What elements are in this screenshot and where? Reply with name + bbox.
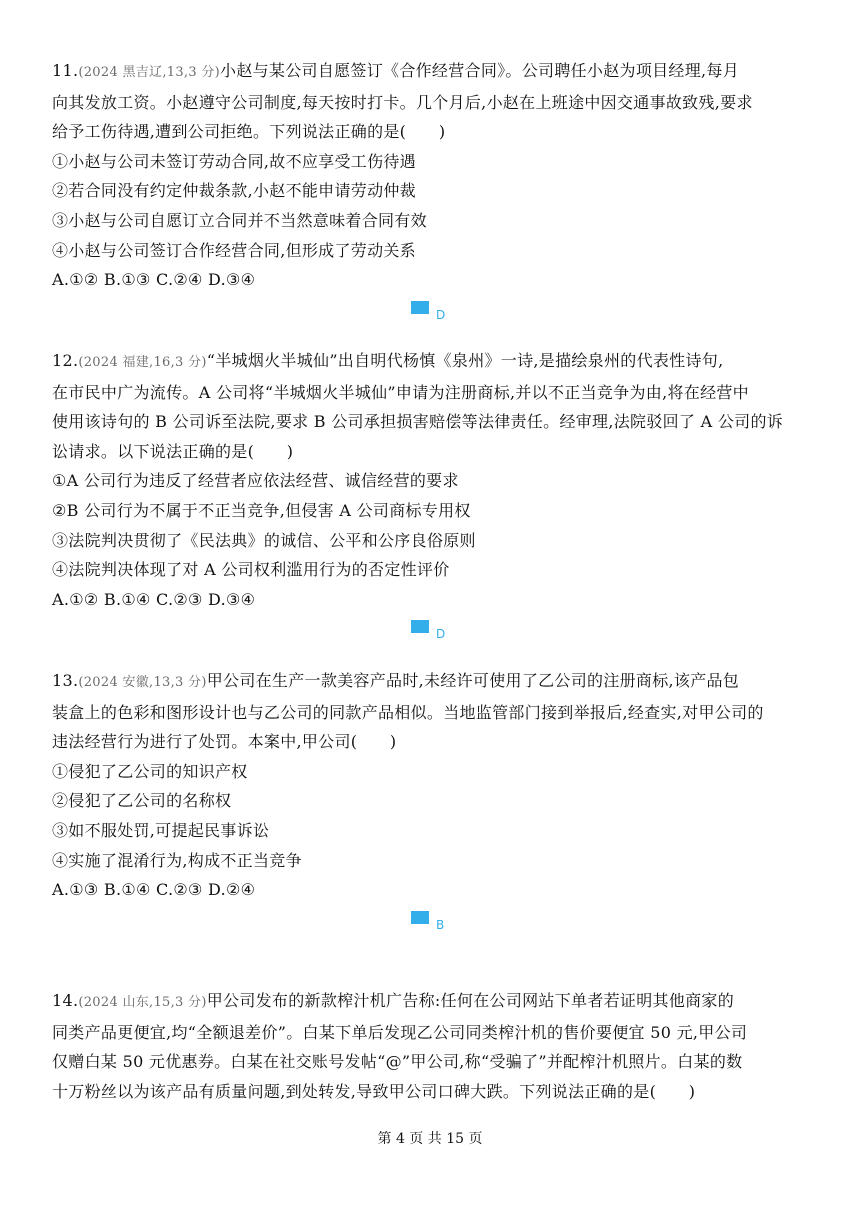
answer-box-icon [411, 301, 429, 314]
option-item: ④实施了混淆行为,构成不正当竞争 [52, 850, 302, 870]
question-stem-line: 给予工伤待遇,遭到公司拒绝。下列说法正确的是( ) [52, 122, 446, 142]
question-stem-line: 十万粉丝以为该产品有质量问题,到处转发,导致甲公司口碑大跌。下列说法正确的是( ) [52, 1081, 696, 1101]
answer-letter: D [436, 627, 446, 641]
option-item: ①小赵与公司未签订劳动合同,故不应享受工伤待遇 [52, 151, 416, 171]
question-number: 14. [52, 991, 79, 1010]
question-number: 12. [52, 351, 79, 370]
question-13 [52, 666, 810, 905]
source-tag: (2024 黑吉辽,13,3 分) [78, 65, 221, 80]
question-stem-line: 使用该诗句的 B 公司诉至法院,要求 B 公司承担损害赔偿等法律责任。经审理,法院驳回了 A 公司的诉 [52, 412, 784, 432]
option-item: ②若合同没有约定仲裁条款,小赵不能申请劳动仲裁 [52, 181, 416, 201]
answer-box-icon [411, 620, 429, 633]
answer-marker [411, 911, 451, 935]
answer-letter: B [436, 918, 445, 932]
option-item: ④法院判决体现了对 A 公司权利滥用行为的否定性评价 [52, 560, 450, 580]
answer-letter: D [436, 308, 446, 322]
question-stem-line: 13.(2024 安徽,13,3 分)甲公司在生产一款美容产品时,未经许可使用了乙公司的注册商标,该产品包 [52, 671, 740, 690]
option-item: ①侵犯了乙公司的知识产权 [52, 761, 248, 781]
option-item: ④小赵与公司签订合作经营合同,但形成了劳动关系 [52, 240, 416, 260]
source-tag: (2024 安徽,13,3 分) [78, 675, 207, 690]
question-stem-line: 在市民中广为流传。A 公司将“半城烟火半城仙”申请为注册商标,并以不正当竞争为由,将在经营中 [52, 382, 749, 402]
question-stem-line: 违法经营行为进行了处罚。本案中,甲公司( ) [52, 732, 397, 752]
question-stem-line: 讼请求。以下说法正确的是( ) [52, 441, 294, 461]
answer-marker [411, 301, 451, 325]
answer-choices: A.①② B.①③ C.②④ D.③④ [52, 270, 256, 290]
page-footer: 第 4 页 共 15 页 [377, 1131, 483, 1147]
answer-box-icon [411, 911, 429, 924]
source-tag: (2024 山东,15,3 分) [78, 995, 207, 1010]
answer-marker [411, 620, 451, 644]
source-tag: (2024 福建,16,3 分) [78, 355, 207, 370]
option-item: ③法院判决贯彻了《民法典》的诚信、公平和公序良俗原则 [52, 530, 476, 550]
option-item: ③如不服处罚,可提起民事诉讼 [52, 820, 270, 840]
question-number: 13. [52, 671, 79, 690]
answer-choices: A.①② B.①④ C.②③ D.③④ [52, 589, 256, 609]
option-item: ③小赵与公司自愿订立合同并不当然意味着合同有效 [52, 210, 427, 230]
question-stem-line: 装盒上的色彩和图形设计也与乙公司的同款产品相似。当地监管部门接到举报后,经查实,对甲公司的 [52, 702, 764, 722]
question-stem-line: 向其发放工资。小赵遵守公司制度,每天按时打卡。几个月后,小赵在上班途中因交通事故致残,要求 [52, 92, 753, 112]
option-item: ②B 公司行为不属于不正当竞争,但侵害 A 公司商标专用权 [52, 500, 471, 520]
option-item: ①A 公司行为违反了经营者应依法经营、诚信经营的要求 [52, 471, 459, 491]
question-11 [52, 56, 810, 295]
question-stem-line: 14.(2024 山东,15,3 分)甲公司发布的新款榨汁机广告称:任何在公司网站下单者若证明其他商家的 [52, 991, 735, 1010]
question-stem-line: 12.(2024 福建,16,3 分)“半城烟火半城仙”出自明代杨慎《泉州》一诗,是描绘泉州的代表性诗句, [52, 351, 724, 370]
question-stem-line: 11.(2024 黑吉辽,13,3 分)小赵与某公司自愿签订《合作经营合同》。公司聘任小赵为项目经理,每月 [52, 61, 740, 80]
question-number: 11. [52, 61, 79, 80]
question-stem-line: 同类产品更便宜,均“全额退差价”。白某下单后发现乙公司同类榨汁机的售价要便宜 50 元,甲公司 [52, 1022, 748, 1042]
question-12 [52, 346, 810, 614]
option-item: ②侵犯了乙公司的名称权 [52, 791, 232, 811]
answer-choices: A.①③ B.①④ C.②③ D.②④ [52, 880, 256, 900]
question-stem-line: 仅赠白某 50 元优惠券。白某在社交账号发帖“@”甲公司,称“受骗了”并配榨汁机照片。白某的数 [52, 1052, 743, 1072]
question-14 [52, 986, 810, 1106]
